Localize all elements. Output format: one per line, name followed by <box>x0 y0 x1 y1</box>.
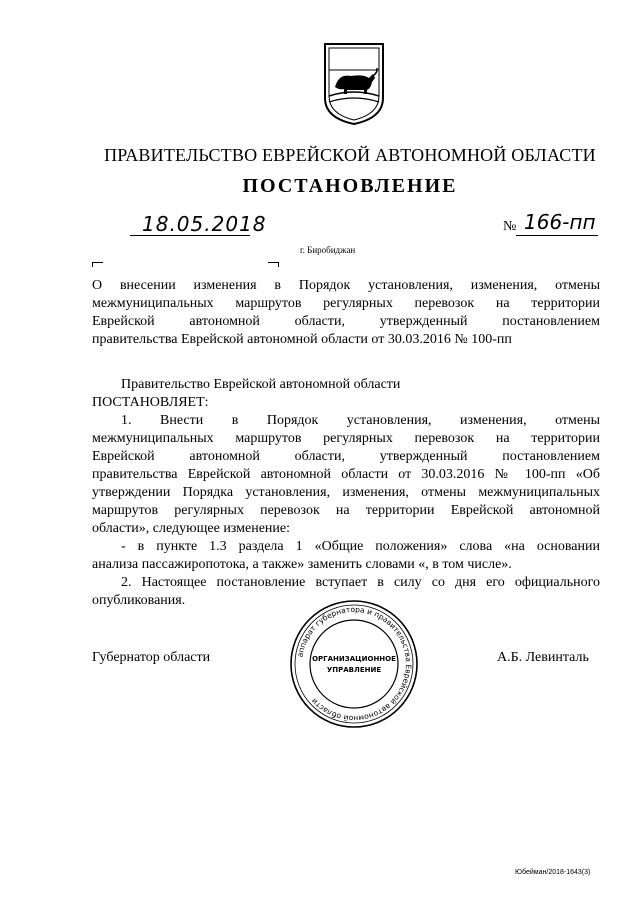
intro-paragraph: Правительство Еврейской автономной области <box>121 377 401 392</box>
footer-reference-code: Юбейман/2018-1643(3) <box>515 869 591 876</box>
item1-line: Еврейской автономной области, утвержденный постановлением <box>92 449 600 464</box>
subject-line: правительства Еврейской автономной области от 30.03.2016 № 100-пп <box>92 332 512 347</box>
stamp-ring-text: аппарат губернатора и правительства Еврейской автономной области <box>295 604 414 724</box>
resolves-heading: ПОСТАНОВЛЯЕТ: <box>92 395 209 410</box>
item1-line: утверждении Порядка установления, изменения, отмены межмуниципальных <box>92 485 600 500</box>
item2-line: опубликования. <box>92 593 186 608</box>
stamp-center-line: УПРАВЛЕНИЕ <box>326 666 382 674</box>
coat-of-arms-emblem <box>323 40 385 126</box>
city-label: г. Биробиджан <box>300 245 356 255</box>
item1-line: 1. Внести в Порядок установления, изменения, отмены <box>121 413 600 428</box>
subject-line: межмуниципальных маршрутов регулярных перевозок на территории <box>92 296 600 311</box>
item1-line: области», следующее изменение: <box>92 521 291 536</box>
bracket-right-mark <box>268 262 279 267</box>
stamp-center-line: ОРГАНИЗАЦИОННОЕ <box>312 655 396 663</box>
signer-position: Губернатор области <box>92 650 211 665</box>
item1-line: маршрутов регулярных перевозок на территории Еврейской автономной <box>92 503 600 518</box>
document-type-title: ПОСТАНОВЛЕНИЕ <box>242 175 458 197</box>
handwritten-date: 18.05.2018 <box>142 212 267 236</box>
subject-line: Еврейской автономной области, утвержденный постановлением <box>92 314 600 329</box>
bullet-line: - в пункте 1.3 раздела 1 «Общие положения» слова «на основании <box>121 539 600 554</box>
handwritten-number: 166-пп <box>524 210 596 234</box>
item1-line: правительства Еврейской автономной области от 30.03.2016 № 100-пп «Об <box>92 467 600 482</box>
item2-line: 2. Настоящее постановление вступает в силу со дня его официального <box>121 575 600 590</box>
bracket-left-mark <box>92 262 103 267</box>
item1-line: межмуниципальных маршрутов регулярных перевозок на территории <box>92 431 600 446</box>
number-label: № <box>503 219 517 234</box>
government-title: ПРАВИТЕЛЬСТВО ЕВРЕЙСКОЙ АВТОНОМНОЙ ОБЛАСТИ <box>104 145 596 165</box>
date-underline <box>130 235 250 236</box>
bullet-line: анализа пассажиропотока, а также» заменить словами «, в том числе». <box>92 557 512 572</box>
svg-text:аппарат губернатора и правител <box>295 605 413 723</box>
subject-line: О внесении изменения в Порядок установления, изменения, отмены <box>92 278 600 293</box>
signer-name: А.Б. Левинталь <box>497 650 589 665</box>
number-underline <box>516 235 598 236</box>
official-stamp <box>288 598 420 730</box>
